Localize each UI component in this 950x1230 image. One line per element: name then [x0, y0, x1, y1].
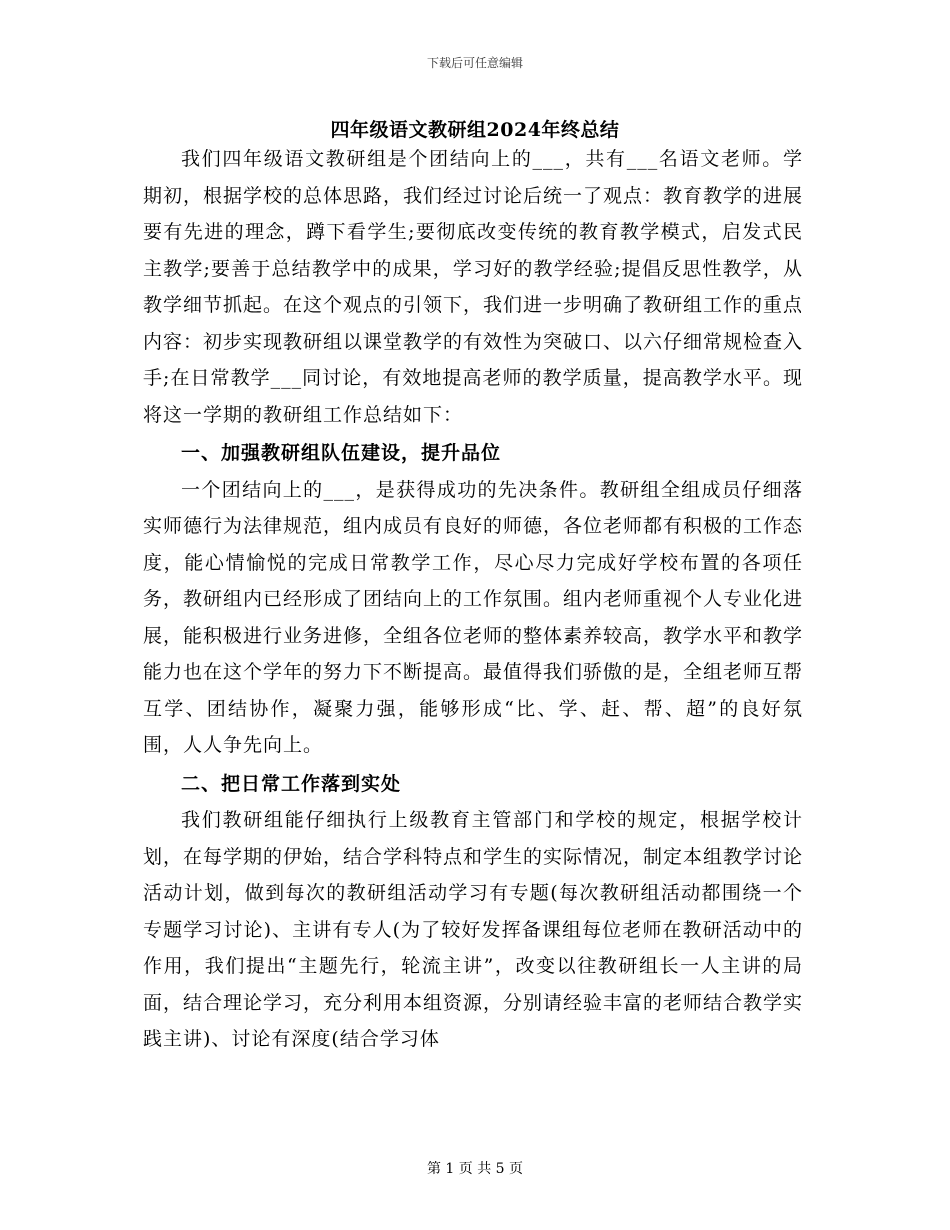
page-footer: 第 1 页 共 5 页: [426, 1161, 524, 1177]
section-1-paragraph: 一个团结向上的___，是获得成功的先决条件。教研组全组成员仔细落实师德行为法律规范，组内成员有良好的师德，各位老师都有积极的工作态度，能心情愉悦的完成日常教学工作，尽心尽力完成好学校布置的各项任务，教研组内已经形成了团结向上的工作氛围。组内老师重视个人专业化进展，能积极进行业务进修，全组各位老师的整体素养较高，教学水平和教学能力也在这个学年的努力下不断提高。最值得我们骄傲的是，全组老师互帮互学、团结协作，凝聚力强，能够形成“比、学、赶、帮、超”的良好氛围，人人争先向上。: [143, 478, 804, 756]
section-2-paragraph: 我们教研组能仔细执行上级教育主管部门和学校的规定，根据学校计划，在每学期的伊始，结合学科特点和学生的实际情况，制定本组教学讨论活动计划，做到每次的教研组活动学习有专题(每次教研组活动都围绕一个专题学习讨论)、主讲有专人(为了较好发挥备课组每位老师在教研活动中的作用，我们提出“主题先行，轮流主讲”，改变以往教研组长一人主讲的局面，结合理论学习，充分利用本组资源，分别请经验丰富的老师结合教学实践主讲)、讨论有深度(结合学习体: [143, 809, 804, 1050]
intro-paragraph: 我们四年级语文教研组是个团结向上的___，共有___名语文老师。学期初，根据学校的总体思路，我们经过讨论后统一了观点：教育教学的进展要有先进的理念，蹲下看学生;要彻底改变传统的教育教学模式，启发式民主教学;要善于总结教学中的成果，学习好的教学经验;提倡反思性教学，从教学细节抓起。在这个观点的引领下，我们进一步明确了教研组工作的重点内容：初步实现教研组以课堂教学的有效性为突破口、以六仔细常规检查入手;在日常教学___同讨论，有效地提高老师的教学质量，提高教学水平。现将这一学期的教研组工作总结如下：: [143, 148, 804, 426]
document-title: 四年级语文教研组2024年终总结: [330, 119, 620, 141]
section-2-heading: 二、把日常工作落到实处: [181, 772, 402, 795]
page-header-note: 下载后可任意编辑: [426, 56, 523, 70]
document-body: [143, 141, 803, 1058]
section-1-heading: 一、加强教研组队伍建设，提升品位: [181, 442, 502, 464]
